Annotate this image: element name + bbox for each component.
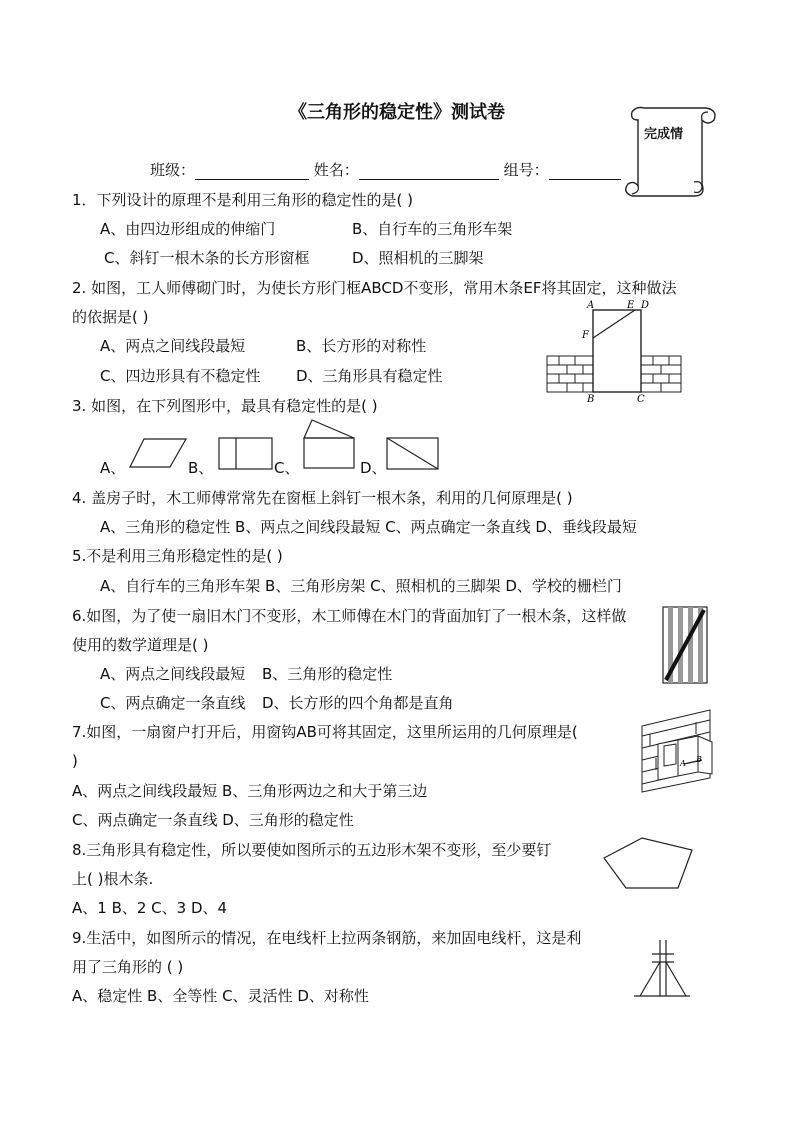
q1-option-c[interactable]: C、斜钉一根木条的长方形窗框: [104, 249, 310, 267]
q2-option-c[interactable]: C、四边形具有不稳定性: [100, 367, 261, 385]
label-window-a: A: [680, 759, 686, 768]
q2-option-a[interactable]: A、两点之间线段最短: [100, 337, 246, 355]
q5-stem: 5.不是利用三角形稳定性的是( ): [72, 547, 283, 565]
q5-options[interactable]: A、自行车的三角形车架 B、三角形房架 C、照相机的三脚架 D、学校的栅栏门: [100, 577, 622, 595]
page-title: 《三角形的稳定性》测试卷: [289, 102, 505, 123]
q2-stem-2: 的依据是( ): [72, 308, 149, 326]
q6-stem-2: 使用的数学道理是( ): [72, 636, 209, 654]
q9-stem-2: 用了三角形的 ( ): [72, 958, 184, 976]
label-d: D: [641, 300, 650, 311]
q7-stem-1: 7.如图，一扇窗户打开后，用窗钩AB可将其固定，这里所运用的几何原理是(: [72, 723, 578, 741]
badge-label: 完成情: [644, 127, 684, 142]
q4-options[interactable]: A、三角形的稳定性 B、两点之间线段最短 C、两点确定一条直线 D、垂线段最短: [100, 518, 637, 536]
q1-option-d[interactable]: D、照相机的三脚架: [352, 249, 484, 267]
scroll-badge-icon: [622, 104, 722, 200]
window-hook-figure: [640, 708, 716, 794]
q8-stem-2: 上( )根木条.: [72, 870, 154, 888]
q8-options[interactable]: A、1 B、2 C、3 D、4: [72, 899, 228, 917]
class-label: 班级：: [150, 161, 196, 179]
divided-rectangle-shape: [218, 437, 274, 471]
name-field[interactable]: [359, 163, 499, 180]
label-e: E: [627, 300, 635, 311]
house-shape: [302, 418, 358, 470]
q2-option-d[interactable]: D、三角形具有稳定性: [296, 367, 443, 385]
q1-option-a[interactable]: A、由四边形组成的伸缩门: [100, 220, 276, 238]
q9-stem-1: 9.生活中，如图所示的情况，在电线杆上拉两条钢筋，来加固电线杆，这是利: [72, 929, 582, 947]
label-f: F: [582, 330, 589, 341]
q4-stem: 4. 盖房子时，木工师傅常常先在窗框上斜钉一根木条，利用的几何原理是( ): [72, 489, 573, 507]
label-window-b: B: [696, 755, 702, 764]
door-frame-figure: [545, 298, 685, 404]
wooden-door-figure: [662, 606, 708, 684]
q2-stem-1: 2. 如图，工人师傅砌门时，为使长方形门框ABCD不变形，常用木条EF将其固定，这种做法: [72, 279, 677, 297]
q3-option-d[interactable]: D、: [360, 459, 387, 477]
class-field[interactable]: [195, 163, 309, 180]
q6-option-c[interactable]: C、两点确定一条直线: [100, 694, 246, 712]
q7-stem-2: ): [72, 752, 78, 770]
q3-option-a[interactable]: A、: [100, 459, 126, 477]
label-b: B: [587, 394, 595, 405]
info-row: [150, 160, 621, 180]
q7-options-cd[interactable]: C、两点确定一条直线 D、三角形的稳定性: [72, 811, 354, 829]
label-a: A: [587, 300, 595, 311]
q3-option-b[interactable]: B、: [188, 459, 214, 477]
q2-option-b[interactable]: B、长方形的对称性: [296, 337, 427, 355]
q3-option-c[interactable]: C、: [274, 459, 300, 477]
q1-option-b[interactable]: B、自行车的三角形车架: [352, 220, 513, 238]
q6-option-b[interactable]: B、三角形的稳定性: [262, 665, 393, 683]
group-field[interactable]: [549, 163, 621, 180]
label-c: C: [637, 394, 645, 405]
q8-stem-1: 8.三角形具有稳定性，所以要使如图所示的五边形木架不变形，至少要钉: [72, 841, 552, 859]
diagonal-rectangle-shape: [386, 437, 440, 471]
group-label: 组号：: [503, 161, 549, 179]
q1-stem: 1．下列设计的原理不是利用三角形的稳定性的是( ): [72, 191, 414, 209]
q7-options-ab[interactable]: A、两点之间线段最短 B、三角形两边之和大于第三边: [72, 782, 428, 800]
q6-option-a[interactable]: A、两点之间线段最短: [100, 665, 246, 683]
q6-stem-1: 6.如图，为了使一扇旧木门不变形，木工师傅在木门的背面加钉了一根木条，这样做: [72, 607, 627, 625]
utility-pole-figure: [632, 938, 692, 1000]
name-label: 姓名：: [313, 161, 359, 179]
parallelogram-shape: [128, 437, 188, 469]
q9-options[interactable]: A、稳定性 B、全等性 C、灵活性 D、对称性: [72, 987, 369, 1005]
pentagon-frame-figure: [602, 836, 694, 890]
q3-stem: 3. 如图，在下列图形中，最具有稳定性的是( ): [72, 397, 378, 415]
q6-option-d[interactable]: D、长方形的四个角都是直角: [262, 694, 454, 712]
